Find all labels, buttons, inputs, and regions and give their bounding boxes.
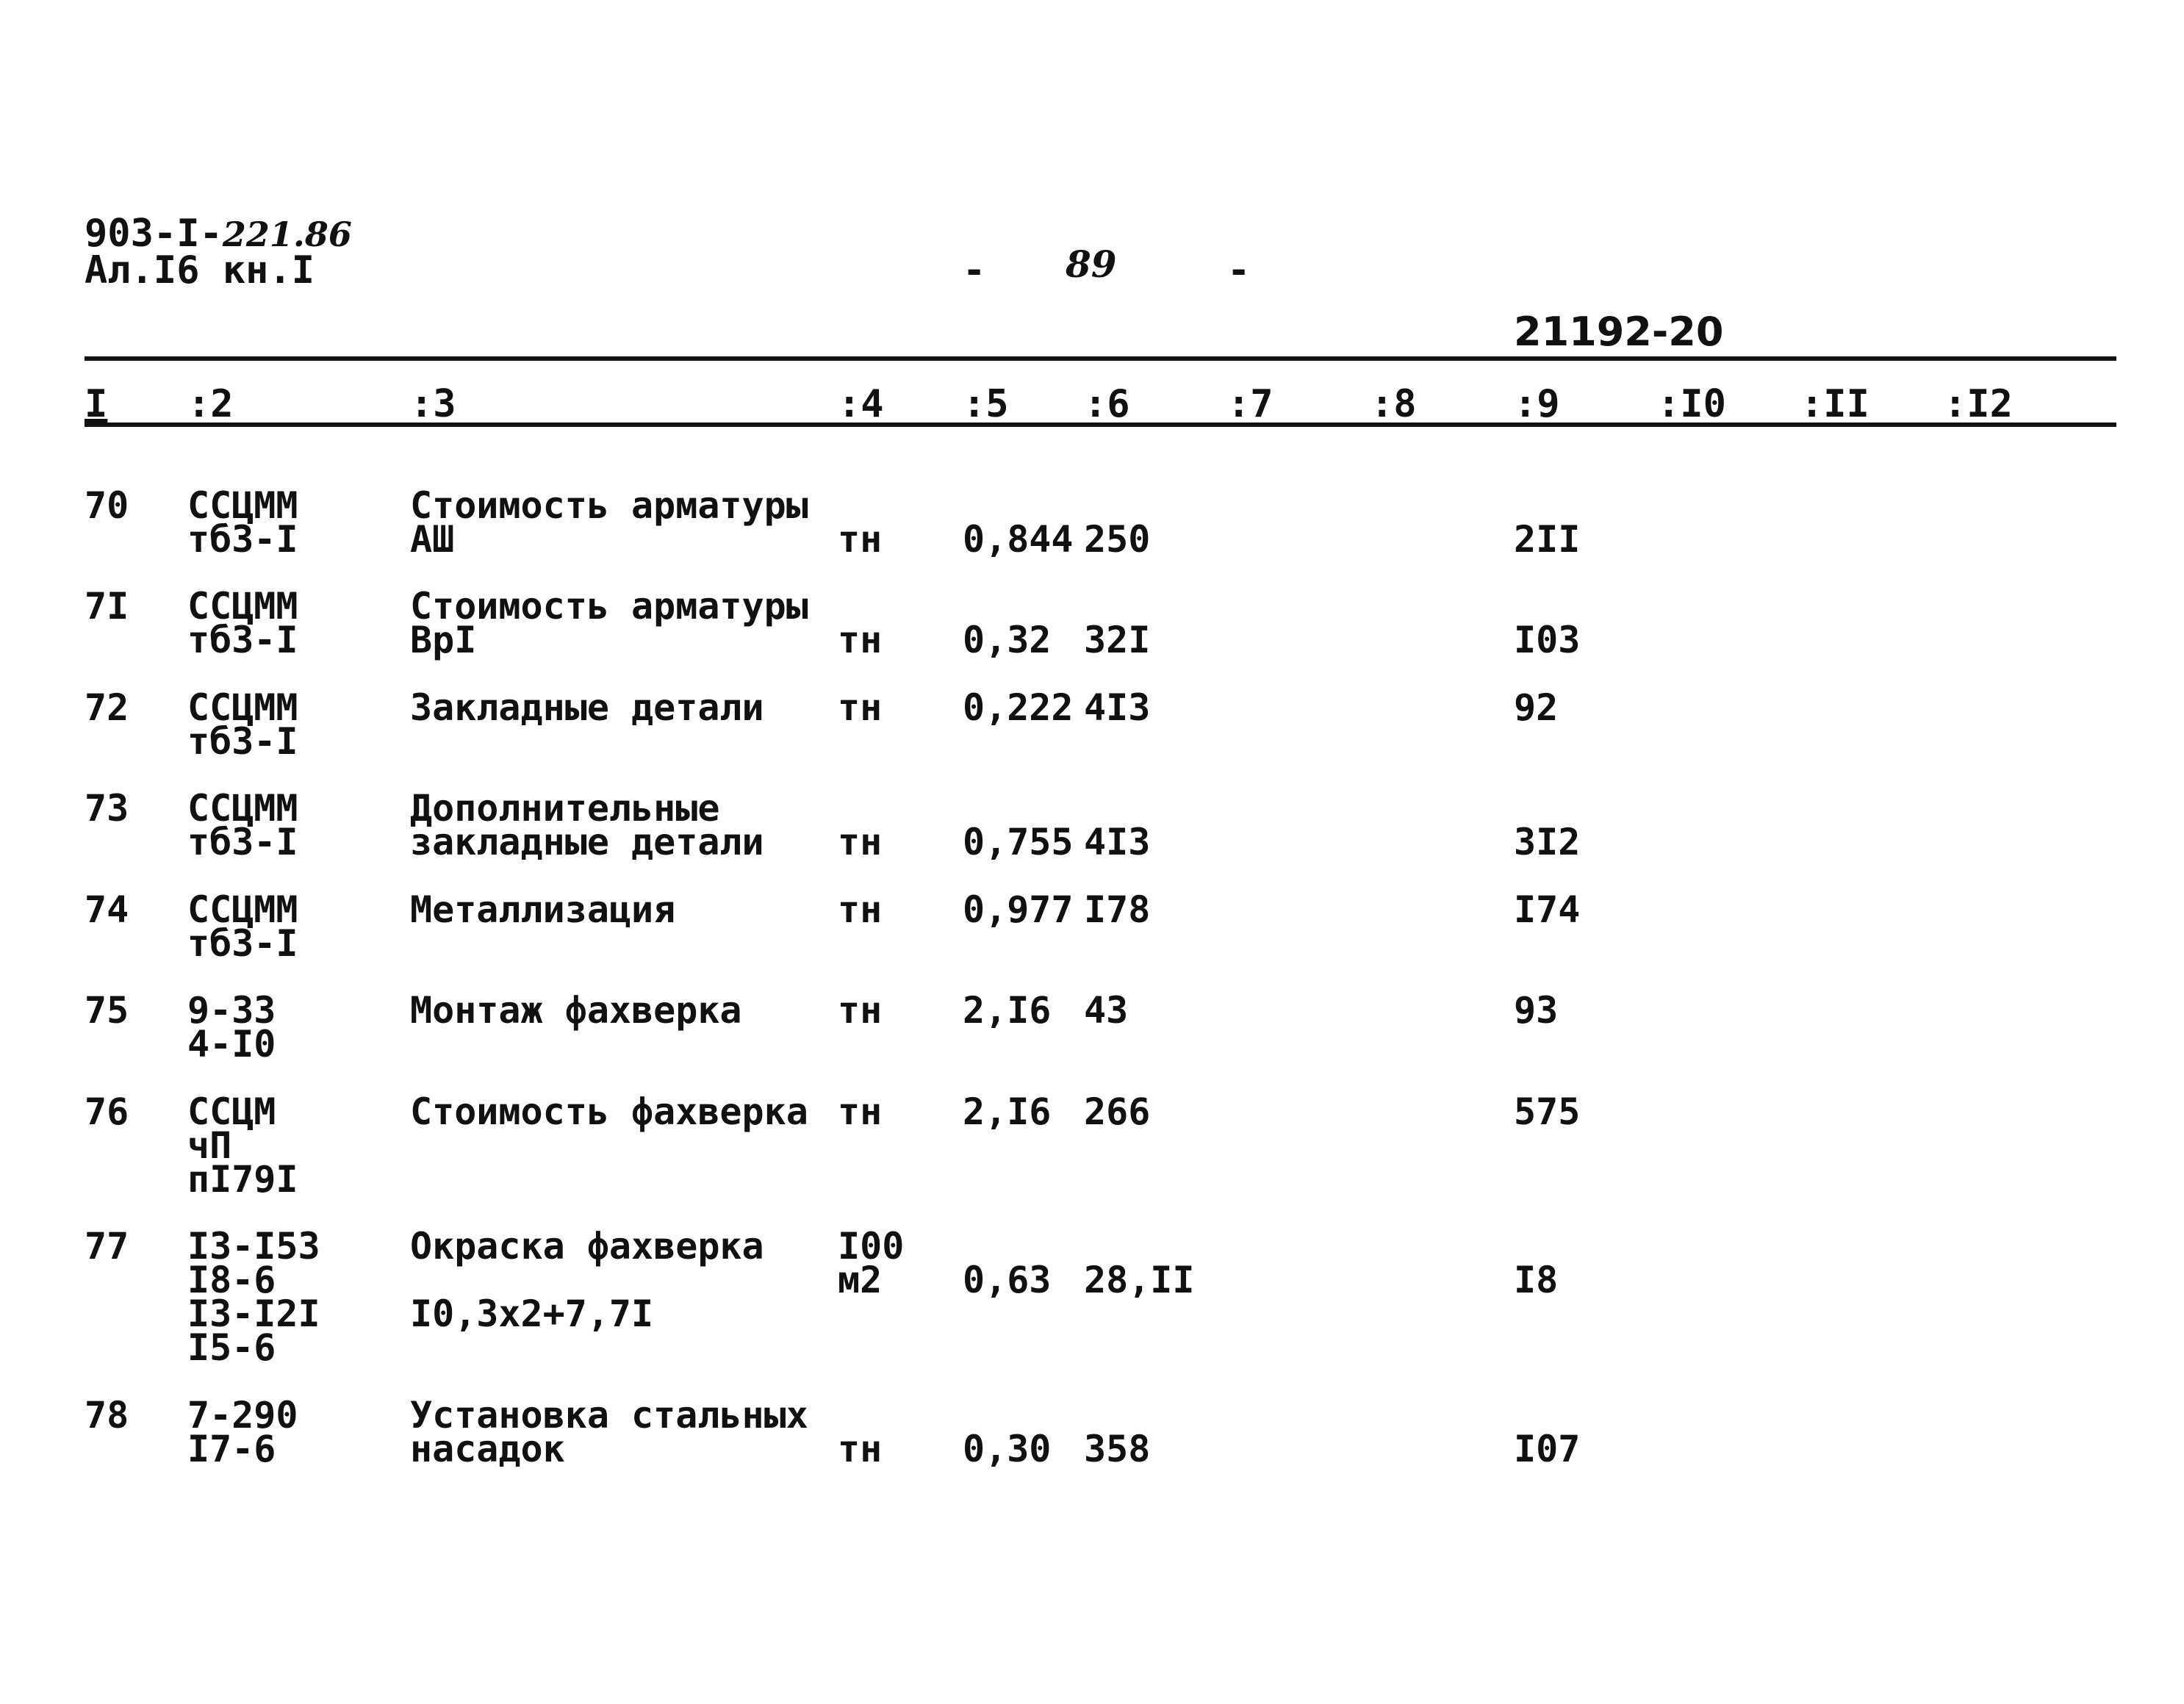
row-quantity: 0,755	[963, 821, 1074, 863]
column-header-7: :7	[1227, 382, 1274, 426]
row-quantity: 0,977	[963, 888, 1074, 931]
column-header-6: :6	[1084, 382, 1130, 426]
row-price: I78	[1084, 888, 1151, 931]
row-formula: I0,3x2+7,7I	[410, 1293, 654, 1335]
row-quantity: 2,I6	[963, 1090, 1052, 1133]
row-price: 4I3	[1084, 686, 1151, 729]
row-total: 575	[1514, 1090, 1581, 1133]
row-unit: тн	[838, 1090, 883, 1133]
row-name: Стоимость арматуры АШ	[410, 484, 808, 561]
row-number: 76	[85, 1090, 129, 1133]
row-number: 75	[85, 989, 129, 1032]
column-header-9: :9	[1514, 382, 1560, 426]
row-code: 9-33 4-I0	[187, 989, 276, 1065]
row-quantity: 0,63	[963, 1259, 1052, 1301]
column-header-5: :5	[963, 382, 1009, 426]
row-number: 72	[85, 686, 129, 729]
sheet-code: 21192-20	[1514, 309, 1724, 355]
row-unit: тн	[838, 821, 883, 863]
column-header-12: :I2	[1944, 382, 2013, 426]
row-total: I8	[1514, 1259, 1559, 1301]
row-name: Металлизация	[410, 888, 676, 931]
row-code: 7-290 I7-6	[187, 1394, 298, 1470]
row-unit: тн	[838, 686, 883, 729]
row-price: 28,II	[1084, 1259, 1195, 1301]
row-unit: тн	[838, 518, 883, 561]
row-name: Дополнительные закладные детали	[410, 787, 764, 863]
column-header-3: :3	[410, 382, 456, 426]
row-name: Стоимость арматуры ВрI	[410, 585, 808, 661]
document-code-handwritten: 221.86	[222, 215, 352, 254]
column-header-11: :II	[1800, 382, 1869, 426]
table-top-rule	[85, 356, 2116, 361]
row-price: 4I3	[1084, 821, 1151, 863]
row-code: I3-I53 I8-6 I3-I2I I5-6	[187, 1225, 320, 1369]
row-total: 92	[1514, 686, 1559, 729]
row-name: Стоимость фахверка	[410, 1090, 808, 1133]
row-number: 78	[85, 1394, 129, 1437]
row-total: I74	[1514, 888, 1581, 931]
row-total: 93	[1514, 989, 1559, 1032]
row-unit: тн	[838, 888, 883, 931]
document-code-prefix: 903-I-	[85, 212, 223, 256]
row-quantity: 0,844	[963, 518, 1074, 561]
row-quantity: 2,I6	[963, 989, 1052, 1032]
row-quantity: 0,222	[963, 686, 1074, 729]
row-unit: I00 м2	[838, 1225, 905, 1301]
row-code: ССЦММ тб3-I	[187, 585, 298, 661]
row-name: Монтаж фахверка	[410, 989, 742, 1032]
row-code: ССЦМ чП пI79I	[187, 1090, 298, 1201]
row-number: 77	[85, 1225, 129, 1268]
row-number: 7I	[85, 585, 129, 628]
column-header-2: :2	[187, 382, 234, 426]
row-total: 3I2	[1514, 821, 1581, 863]
page-dash-right: -	[1227, 248, 1251, 292]
row-name: Закладные детали	[410, 686, 764, 729]
row-total: I03	[1514, 619, 1581, 661]
row-number: 70	[85, 484, 129, 527]
row-name: Установка стальных насадок	[410, 1394, 808, 1470]
row-code: ССЦММ тб3-I	[187, 888, 298, 965]
row-price: 43	[1084, 989, 1129, 1032]
album-book-label: Ал.I6 кн.I	[85, 248, 315, 292]
row-number: 73	[85, 787, 129, 830]
row-quantity: 0,30	[963, 1428, 1052, 1470]
row-code: ССЦММ тб3-I	[187, 484, 298, 561]
row-total: 2II	[1514, 518, 1581, 561]
column-header-1: I	[85, 382, 108, 426]
row-quantity: 0,32	[963, 619, 1052, 661]
row-price: 358	[1084, 1428, 1151, 1470]
row-total: I07	[1514, 1428, 1581, 1470]
row-code: ССЦММ тб3-I	[187, 686, 298, 763]
row-code: ССЦММ тб3-I	[187, 787, 298, 863]
column-header-4: :4	[838, 382, 884, 426]
row-unit: тн	[838, 1428, 883, 1470]
page-dash-left: -	[963, 248, 986, 292]
row-price: 250	[1084, 518, 1151, 561]
row-unit: тн	[838, 989, 883, 1032]
column-header-10: :I0	[1657, 382, 1726, 426]
row-name: Окраска фахверка I0,3x2+7,7I	[410, 1225, 764, 1335]
column-header-8: :8	[1371, 382, 1417, 426]
row-unit: тн	[838, 619, 883, 661]
row-number: 74	[85, 888, 129, 931]
row-price: 32I	[1084, 619, 1151, 661]
row-price: 266	[1084, 1090, 1151, 1133]
document-code	[85, 212, 352, 256]
page-number: 89	[1066, 242, 1117, 286]
